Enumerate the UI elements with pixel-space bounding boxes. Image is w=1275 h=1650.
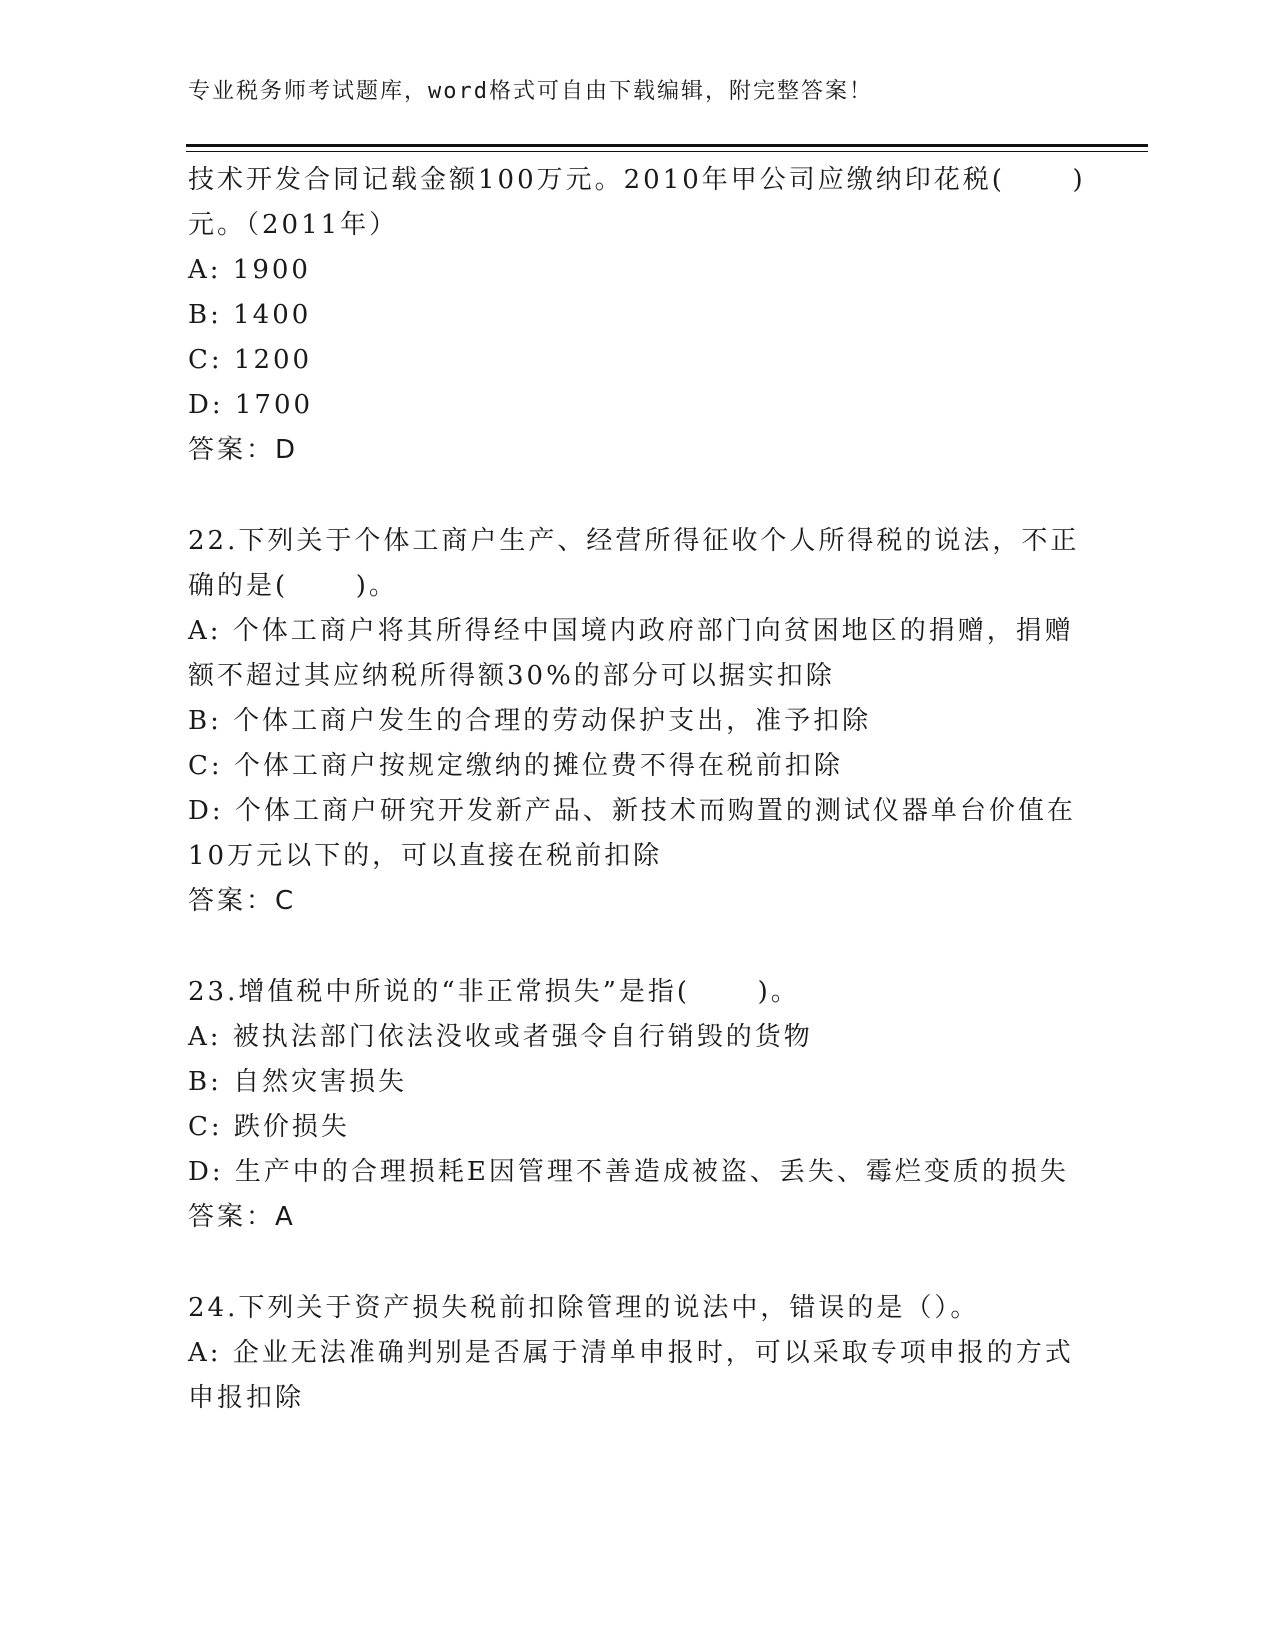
option-b: B: 1400 xyxy=(188,300,312,330)
question-text: 23.增值税中所说的“非正常损失”是指( )。 xyxy=(188,977,800,1007)
option-a-continued: 申报扣除 xyxy=(188,1383,305,1413)
question-24 xyxy=(188,1286,1074,1421)
header-rule-thick xyxy=(186,144,1148,147)
option-b: B: 自然灾害损失 xyxy=(188,1067,408,1097)
question-text: 24.下列关于资产损失税前扣除管理的说法中，错误的是（）。 xyxy=(188,1293,980,1323)
option-a: A: 1900 xyxy=(188,255,311,285)
header-rule-thin xyxy=(186,151,1148,152)
option-d: D: 个体工商户研究开发新产品、新技术而购置的测试仪器单台价值在 xyxy=(188,796,1076,826)
answer-line: 答案：D xyxy=(188,435,299,465)
option-c: C: 跌价损失 xyxy=(188,1112,350,1142)
option-a-continued: 额不超过其应纳税所得额30%的部分可以据实扣除 xyxy=(188,661,835,691)
question-fragment xyxy=(188,158,1086,473)
option-c: C: 1200 xyxy=(188,345,313,375)
option-a: A: 个体工商户将其所得经中国境内政府部门向贫困地区的捐赠，捐赠 xyxy=(188,616,1074,646)
question-text: 确的是( )。 xyxy=(188,571,398,601)
question-text: 技术开发合同记载金额100万元。2010年甲公司应缴纳印花税( ) xyxy=(188,165,1086,195)
question-22 xyxy=(188,519,1080,924)
page-header: 专业税务师考试题库，word格式可自由下载编辑，附完整答案！ xyxy=(188,79,873,104)
option-a: A: 企业无法准确判别是否属于清单申报时，可以采取专项申报的方式 xyxy=(188,1338,1074,1368)
option-d: D: 1700 xyxy=(188,390,314,420)
answer-line: 答案：A xyxy=(188,1202,296,1232)
answer-line: 答案：C xyxy=(188,886,297,916)
option-b: B: 个体工商户发生的合理的劳动保护支出，准予扣除 xyxy=(188,706,872,736)
question-23 xyxy=(188,970,1068,1240)
question-text: 元。（2011年） xyxy=(188,210,399,240)
option-d-continued: 10万元以下的，可以直接在税前扣除 xyxy=(188,841,663,871)
document-body xyxy=(188,158,1086,1421)
option-c: C: 个体工商户按规定缴纳的摊位费不得在税前扣除 xyxy=(188,751,843,781)
option-d: D: 生产中的合理损耗E因管理不善造成被盗、丢失、霉烂变质的损失 xyxy=(188,1157,1069,1187)
option-a: A: 被执法部门依法没收或者强令自行销毁的货物 xyxy=(188,1022,813,1052)
question-text: 22.下列关于个体工商户生产、经营所得征收个人所得税的说法，不正 xyxy=(188,526,1080,556)
